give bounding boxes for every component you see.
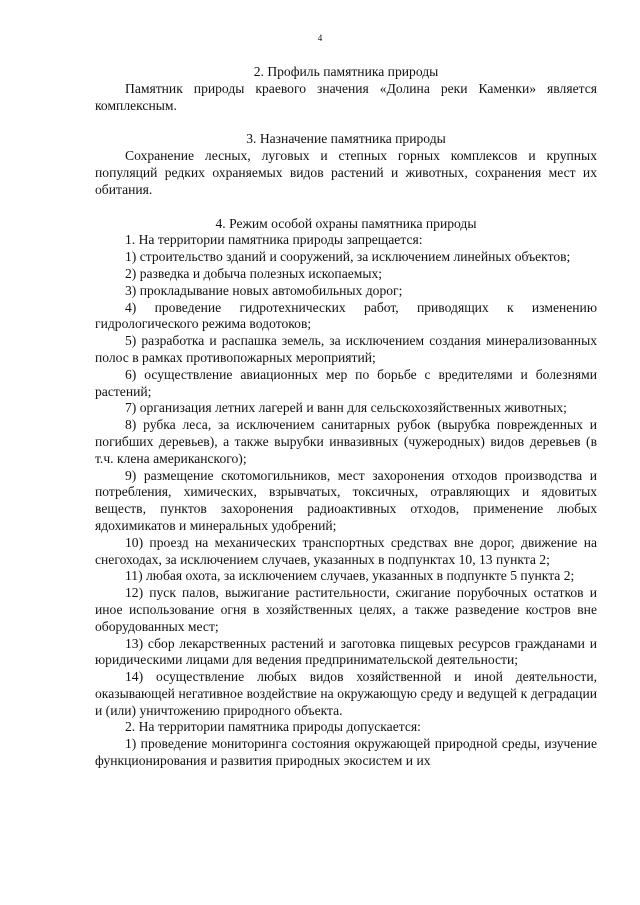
prohibited-item: 2) разведка и добыча полезных ископаемых; <box>125 265 383 281</box>
document-body <box>95 64 597 770</box>
prohibited-item: 4) проведение гидротехнических работ, приводящих к изменению гидрологического режима водотоков; <box>95 299 597 332</box>
prohibited-item: 8) рубка леса, за исключением санитарных рубок (вырубка поврежденных и погибших деревьев), а также вырубки инвазивных (чужеродных) видов деревьев (в т.ч. клена американского); <box>95 417 597 466</box>
prohibited-item: 10) проезд на механических транспортных средствах вне дорог, движение на снегоходах, за исключением случаев, указанных в подпунктах 10, 13 пункта 2; <box>95 534 597 567</box>
prohibited-item: 3) прокладывание новых автомобильных дорог; <box>125 282 403 298</box>
prohibited-item: 13) сбор лекарственных растений и заготовка пищевых ресурсов гражданами и юридическими лицами для ведения предпринимательской деятельности; <box>95 635 597 668</box>
prohibited-item: 11) любая охота, за исключением случаев, указанных в подпункте 5 пункта 2; <box>125 568 575 584</box>
prohibited-item: 1) строительство зданий и сооружений, за исключением линейных объектов; <box>125 249 571 265</box>
prohibited-item: 12) пуск палов, выжигание растительности, сжигание порубочных остатков и иное использование огня в хозяйственных целях, а также разведение костров вне оборудованных мест; <box>95 585 597 634</box>
prohibited-item: 9) размещение скотомогильников, мест захоронения отходов производства и потребления, химических, взрывчатых, токсичных, отравляющих и ядовитых веществ, пунктов захоронения радиоактивных отходов, применение любых ядохимикатов и минеральных удобрений; <box>95 467 597 533</box>
section-2-text: Памятник природы краевого значения «Долина реки Каменки» является комплексным. <box>95 80 597 113</box>
section-3-heading: 3. Назначение памятника природы <box>246 131 446 147</box>
section-4-intro-allowed: 2. На территории памятника природы допускается: <box>125 719 421 735</box>
section-4-intro-prohibited: 1. На территории памятника природы запрещается: <box>125 232 423 248</box>
prohibited-item: 5) разработка и распашка земель, за исключением создания минерализованных полос в рамках противопожарных мероприятий; <box>95 333 597 365</box>
prohibited-item: 6) осуществление авиационных мер по борьбе с вредителями и болезнями растений; <box>95 366 597 399</box>
allowed-item: 1) проведение мониторинга состояния окружающей природной среды, изучение функционирования и развития природных экосистем и их <box>95 736 597 769</box>
section-4-heading: 4. Режим особой охраны памятника природы <box>215 215 477 231</box>
prohibited-item: 14) осуществление любых видов хозяйственной и иной деятельности, оказывающей негативное воздействие на окружающую среду и ведущей к деградации и (или) уничтожению природного объекта. <box>95 669 597 718</box>
page-number: 4 <box>317 33 323 43</box>
prohibited-item: 7) организация летних лагерей и ванн для сельскохозяйственных животных; <box>125 400 567 416</box>
section-2-heading: 2. Профиль памятника природы <box>253 64 439 79</box>
section-3-text: Сохранение лесных, луговых и степных горных комплексов и крупных популяций редких охраняемых видов растений и животных, сохранения мест их обитания. <box>95 148 597 197</box>
